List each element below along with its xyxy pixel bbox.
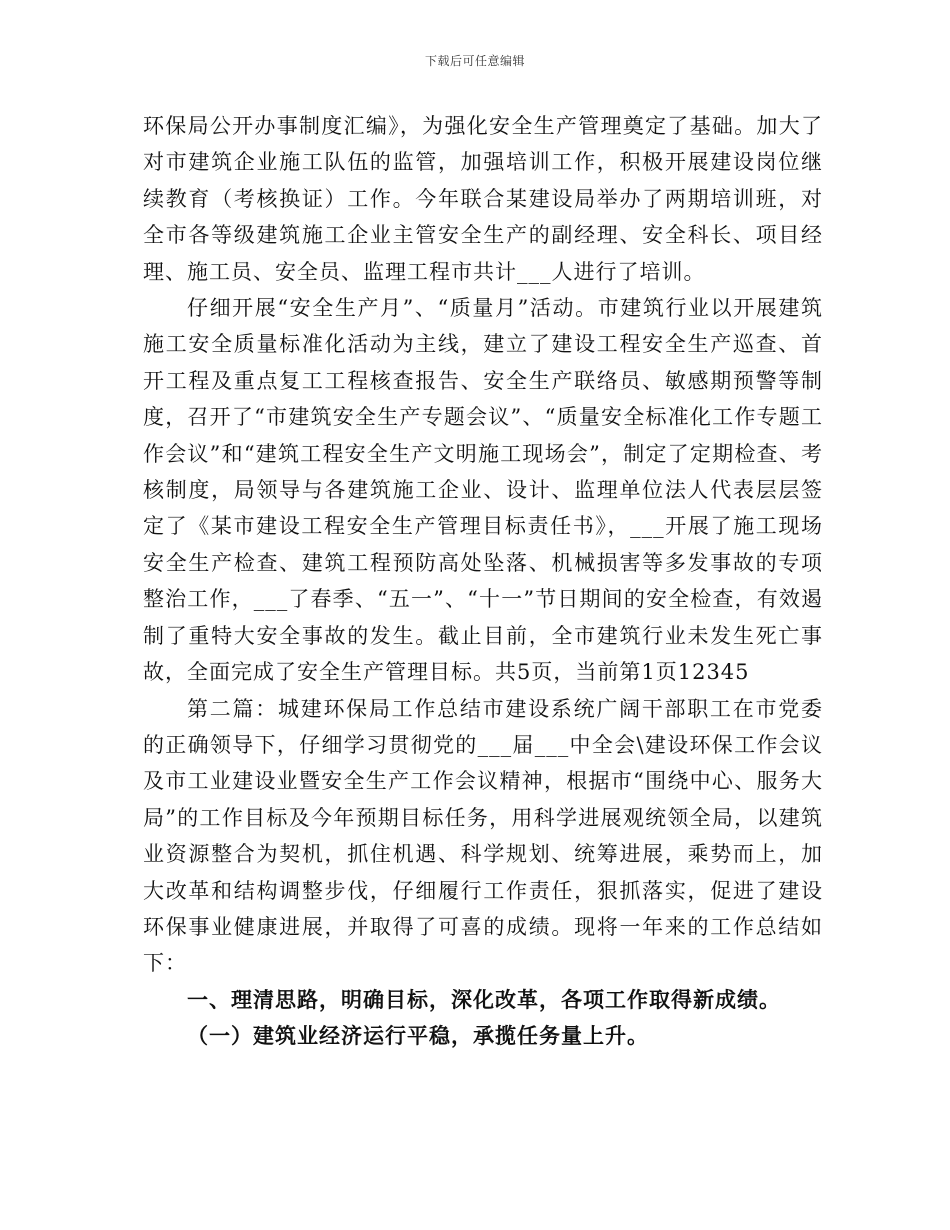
paragraph-2: 仔细开展“安全生产月”、“质量月”活动。市建筑行业以开展建筑施工安全质量标准化活动为主线，建立了建设工程安全生产巡查、首开工程及重点复工工程核查报告、安全生产联络员、敏感期预警等制度，召开了“市建筑安全生产专题会议”、“质量安全标准化工作专题工作会议”和“建筑工程安全生产文明施工现场会”，制定了定期检查、考核制度，局领导与各建筑施工企业、设计、监理单位法人代表层层签定了《某市建设工程安全生产管理目标责任书》，___开展了施工现场安全生产检查、建筑工程预防高处坠落、机械损害等多发事故的专项整治工作，___了春季、“五一”、“十一”节日期间的安全检查，有效遏制了重特大安全事故的发生。截止目前，全市建筑行业未发生死亡事故，全面完成了安全生产管理目标。共5页，当前第1页12345	[143, 296, 823, 685]
subsection-heading: （一）建筑业经济运行平稳，承揽任务量上升。	[187, 1023, 649, 1049]
section-heading: 一、理清思路，明确目标，深化改革，各项工作取得新成绩。	[187, 986, 781, 1012]
document-body	[143, 108, 823, 1055]
paragraph-3: 第二篇：城建环保局工作总结市建设系统广阔干部职工在市党委的正确领导下，仔细学习贯彻党的___届___中全会\建设环保工作会议及市工业建设业暨安全生产工作会议精神，根据市“围绕中心、服务大局”的工作目标及今年预期目标任务，用科学进展观统领全局，以建筑业资源整合为契机，抓住机遇、科学规划、统筹进展，乘势而上，加大改革和结构调整步伐，仔细履行工作责任，狠抓落实，促进了建设环保事业健康进展，并取得了可喜的成绩。现将一年来的工作总结如下：	[143, 696, 823, 976]
paragraph-1: 环保局公开办事制度汇编》，为强化安全生产管理奠定了基础。加大了对市建筑企业施工队伍的监管，加强培训工作，积极开展建设岗位继续教育（考核换证）工作。今年联合某建设局举办了两期培训班，对全市各等级建筑施工企业主管安全生产的副经理、安全科长、项目经理、施工员、安全员、监理工程市共计___人进行了培训。	[143, 114, 823, 284]
page-header: 下载后可任意编辑	[424, 54, 525, 68]
